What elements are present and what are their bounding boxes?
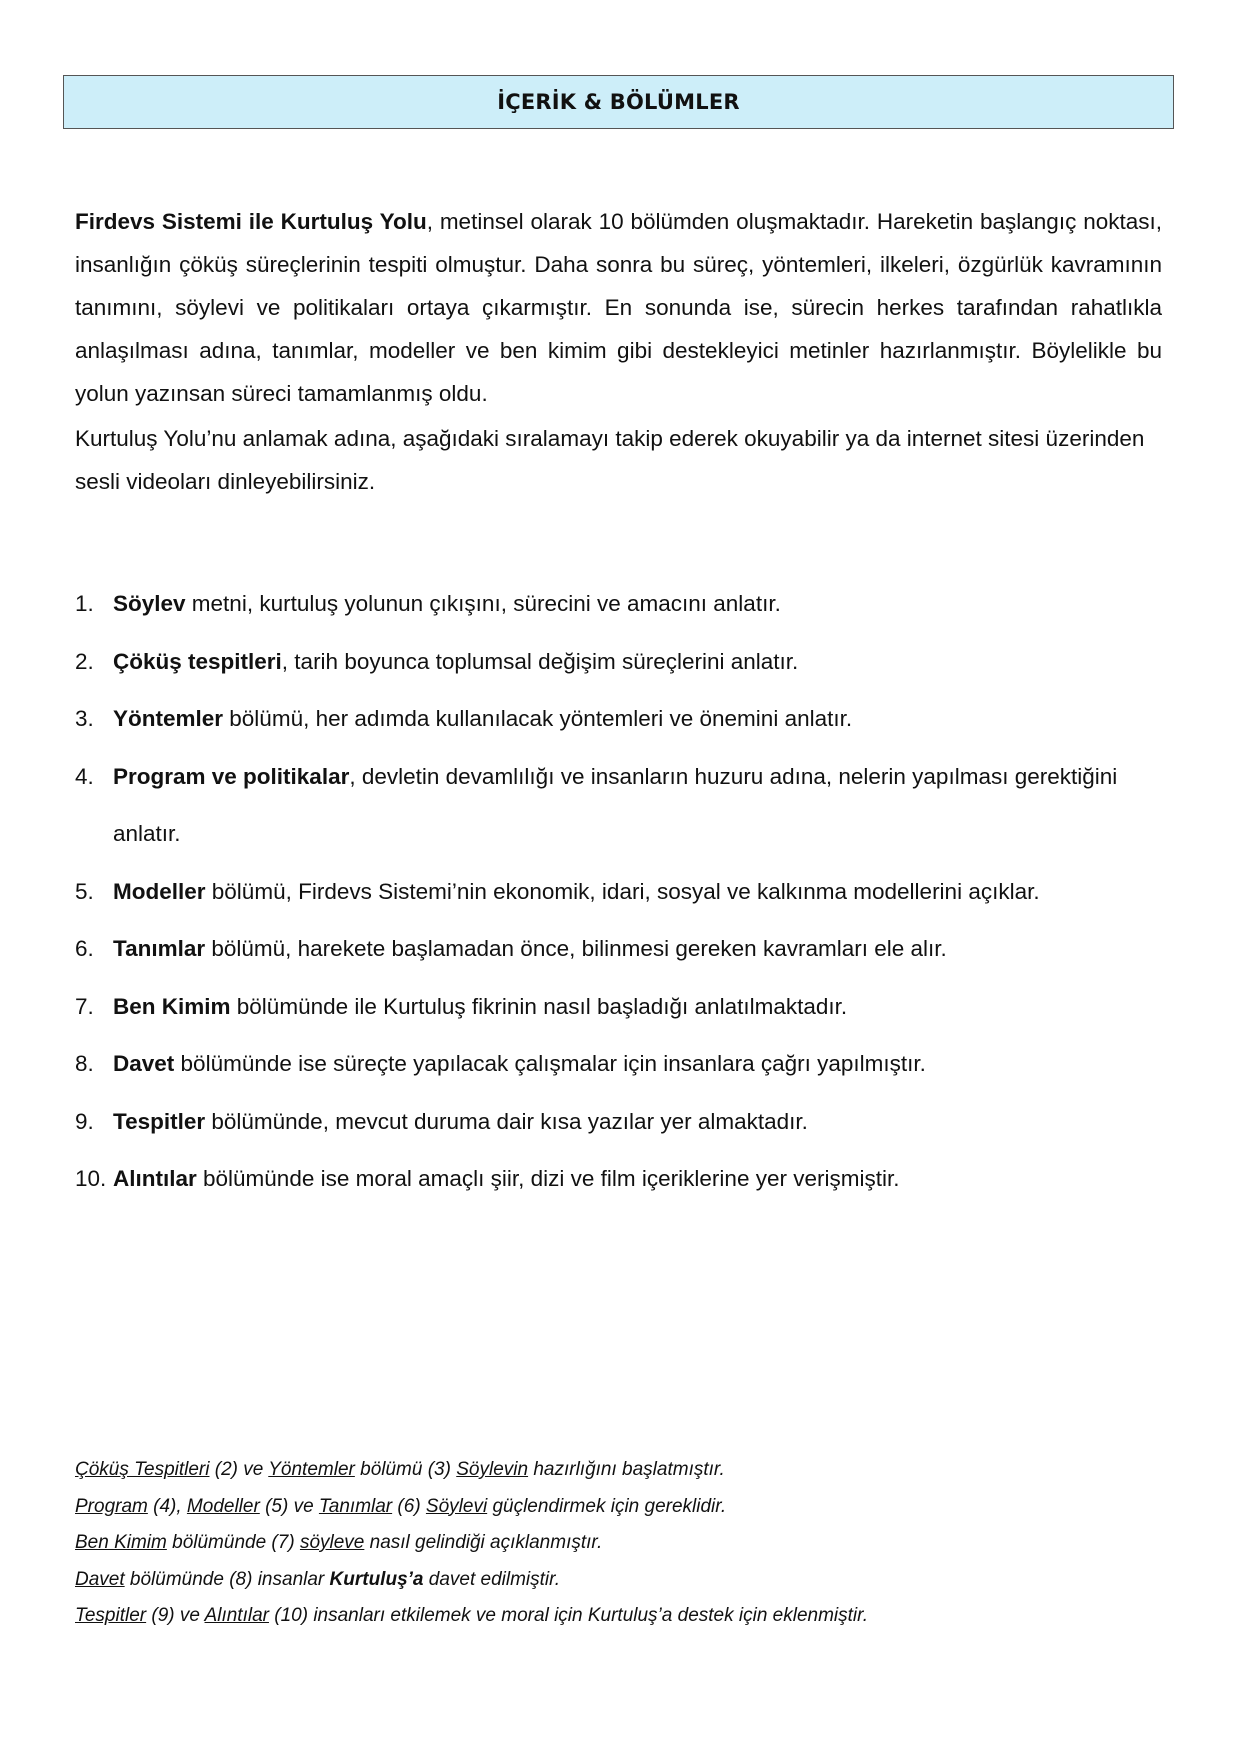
footnote-line bbox=[75, 1452, 1162, 1489]
list-item-number: 9. bbox=[75, 1108, 94, 1134]
footnote-line bbox=[75, 1598, 1162, 1635]
list-item-description: bölümünde ise moral amaçlı şiir, dizi ve film içeriklerine yer verişmiştir. bbox=[196, 1166, 900, 1191]
list-item-title: Davet bbox=[113, 1051, 175, 1076]
section-reference: Yöntemler bbox=[268, 1459, 355, 1480]
list-item-title: Alıntılar bbox=[113, 1166, 197, 1191]
section-reference: Davet bbox=[75, 1568, 125, 1590]
footnote-text: hazırlığını başlatmıştır. bbox=[528, 1459, 725, 1480]
list-item-text bbox=[113, 1093, 1162, 1151]
page-title: İÇERİK & BÖLÜMLER bbox=[497, 90, 740, 114]
footnote-text: güçlendirmek için gereklidir. bbox=[487, 1495, 727, 1517]
list-item bbox=[75, 1035, 1162, 1093]
list-item-number: 3. bbox=[75, 706, 94, 731]
list-item bbox=[75, 690, 1162, 748]
section-reference: söyleve bbox=[299, 1532, 365, 1553]
section-reference: Tespitler bbox=[75, 1605, 147, 1626]
list-item-number: 8. bbox=[75, 1051, 94, 1076]
list-item-number: 7. bbox=[75, 993, 94, 1019]
list-item-description: bölümü, Firdevs Sistemi’nin ekonomik, idari, sosyal ve kalkınma modellerini açıklar. bbox=[205, 878, 1040, 904]
list-item bbox=[75, 920, 1162, 978]
list-item-number: 1. bbox=[75, 591, 94, 616]
intro-paragraph-2: Kurtuluş Yolu’nu anlamak adına, aşağıdaki sıralamayı takip ederek okuyabilir ya da internet sitesi üzerinden sesli videoları dinleyebilirsiniz. bbox=[75, 426, 1145, 494]
footnote-line bbox=[75, 1525, 1162, 1562]
list-item bbox=[75, 1093, 1162, 1151]
footnote-text: (10) insanları etkilemek ve moral için Kurtuluş’a destek için eklenmiştir. bbox=[268, 1605, 869, 1626]
footnote-text: bölümü (3) bbox=[354, 1459, 457, 1480]
list-item-description: , devletin devamlılığı ve insanların huzuru adına, nelerin yapılması gerektiğini anlatır. bbox=[113, 763, 1118, 846]
section-reference: Tanımlar bbox=[318, 1495, 393, 1517]
footnote-text: (9) ve bbox=[146, 1605, 205, 1626]
list-item-description: , tarih boyunca toplumsal değişim süreçlerini anlatır. bbox=[281, 648, 799, 674]
intro-text: , metinsel olarak 10 bölümden oluşmaktadır. Hareketin başlangıç noktası, insanlığın çöküş süreçlerinin tespiti olmuştur. Daha sonra bu süreç, yöntemleri, ilkeleri, özgürlük kavramının tanımını, söylevi ve politikaları ortaya çıkarmıştır. En sonunda ise, sürecin herkes tarafından rahatlıkla anlaşılması adına, tanımlar, modeller ve ben kimim gibi destekleyici metinler hazırlanmıştır. Böylelikle bu yolun yazınsan süreci tamamlanmış oldu. bbox=[75, 209, 1162, 406]
list-item-number: 2. bbox=[75, 648, 94, 674]
list-item-number: 6. bbox=[75, 936, 94, 961]
list-item-title: Modeller bbox=[113, 878, 206, 904]
section-reference: Çöküş Tespitleri bbox=[75, 1459, 210, 1480]
list-item-text bbox=[113, 748, 1162, 863]
list-item-text bbox=[113, 633, 1162, 691]
emphasis-text: Kurtuluş’a bbox=[329, 1568, 424, 1590]
list-item-text bbox=[113, 920, 1162, 978]
chapter-list bbox=[75, 575, 1162, 1208]
footnote-text: (2) ve bbox=[209, 1459, 269, 1480]
list-item-number: 10. bbox=[75, 1166, 107, 1191]
list-item-text bbox=[113, 1035, 1162, 1093]
footnote-line bbox=[75, 1489, 1162, 1526]
list-item-description: bölümünde ile Kurtuluş fikrinin nasıl başladığı anlatılmaktadır. bbox=[230, 993, 848, 1019]
list-item-text bbox=[113, 978, 1162, 1036]
list-item-text bbox=[113, 1150, 1162, 1208]
list-item-title: Çöküş tespitleri bbox=[113, 648, 282, 674]
footnote-text: bölümünde (7) bbox=[166, 1532, 300, 1553]
list-item-description: bölümü, harekete başlamadan önce, bilinmesi gereken kavramları ele alır. bbox=[205, 936, 947, 961]
list-item-text bbox=[113, 863, 1162, 921]
list-item-text bbox=[113, 690, 1162, 748]
footnote-text: davet edilmiştir. bbox=[423, 1568, 561, 1590]
list-item-description: bölümü, her adımda kullanılacak yöntemleri ve önemini anlatır. bbox=[223, 706, 853, 731]
list-item-description: bölümünde, mevcut duruma dair kısa yazılar yer almaktadır. bbox=[205, 1108, 808, 1134]
footnote-text: (4), bbox=[147, 1495, 187, 1517]
section-reference: Program bbox=[75, 1495, 148, 1517]
list-item bbox=[75, 1150, 1162, 1208]
footnote-line bbox=[75, 1562, 1162, 1599]
list-item-title: Program ve politikalar bbox=[113, 763, 350, 789]
list-item bbox=[75, 575, 1162, 633]
list-item bbox=[75, 748, 1162, 863]
footnote-text: (5) ve bbox=[259, 1495, 319, 1517]
section-header bbox=[63, 75, 1174, 129]
list-item-title: Tespitler bbox=[113, 1108, 206, 1134]
section-reference: Modeller bbox=[186, 1495, 260, 1517]
list-item-description: bölümünde ise süreçte yapılacak çalışmalar için insanlara çağrı yapılmıştır. bbox=[174, 1051, 926, 1076]
intro-bold-lead: Firdevs Sistemi ile Kurtuluş Yolu bbox=[75, 209, 427, 234]
list-item bbox=[75, 978, 1162, 1036]
footnote-text: bölümünde (8) insanlar bbox=[124, 1568, 330, 1590]
footnote-text: (6) bbox=[392, 1495, 426, 1517]
list-item-number: 5. bbox=[75, 878, 94, 904]
list-item bbox=[75, 633, 1162, 691]
section-reference: Alıntılar bbox=[204, 1605, 269, 1626]
intro-section bbox=[75, 200, 1162, 503]
list-item bbox=[75, 863, 1162, 921]
list-item-title: Yöntemler bbox=[113, 706, 224, 731]
section-reference: Söylevi bbox=[425, 1495, 488, 1517]
footnotes bbox=[75, 1452, 1162, 1635]
list-item-title: Söylev bbox=[113, 591, 186, 616]
intro-paragraph-1 bbox=[75, 200, 1162, 415]
list-item-title: Ben Kimim bbox=[113, 993, 231, 1019]
section-reference: Söylevin bbox=[456, 1459, 529, 1480]
section-reference: Ben Kimim bbox=[75, 1532, 167, 1553]
list-item-number: 4. bbox=[75, 763, 94, 789]
list-item-title: Tanımlar bbox=[113, 936, 206, 961]
list-item-description: metni, kurtuluş yolunun çıkışını, sürecini ve amacını anlatır. bbox=[185, 591, 781, 616]
footnote-text: nasıl gelindiği açıklanmıştır. bbox=[364, 1532, 603, 1553]
list-item-text bbox=[113, 575, 1162, 633]
